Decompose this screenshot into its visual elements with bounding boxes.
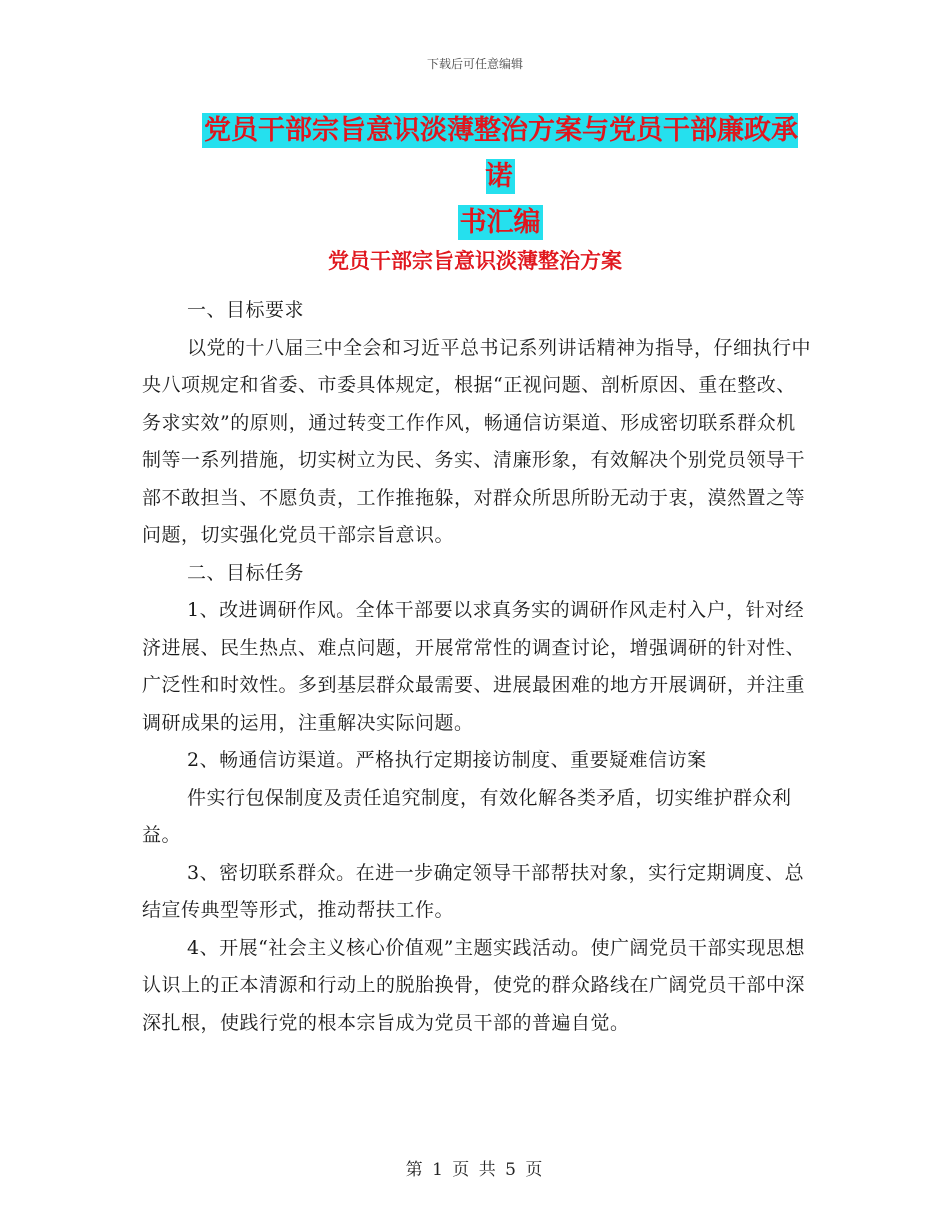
paragraph-task-2: 2、畅通信访渠道。严格执行定期接访制度、重要疑难信访案 bbox=[187, 749, 707, 771]
paragraph-task-4: 4、开展“社会主义核心价值观”主题实践活动。使广阔党员干部实现思想认识上的正本清源和行动上的脱胎换骨，使党的群众路线在广阔党员干部中深深扎根，使践行党的根本宗旨成为党员干部的普遍自觉。 bbox=[142, 936, 806, 1034]
paragraph-goal-requirements: 以党的十八届三中全会和习近平总书记系列讲话精神为指导，仔细执行中央八项规定和省委、市委具体规定，根据“正视问题、剖析原因、重在整改、务求实效”的原则，通过转变工作作风，畅通信访渠道、形成密切联系群众机制等一系列措施，切实树立为民、务实、清廉形象，有效解决个别党员领导干部不敢担当、不愿负责，工作推拖躲，对群众所思所盼无动于衷，漠然置之等问题，切实强化党员干部宗旨意识。 bbox=[142, 336, 812, 546]
heading-goal-requirements: 一、目标要求 bbox=[187, 299, 305, 321]
document-title bbox=[190, 108, 810, 246]
document-body bbox=[142, 292, 812, 1042]
paragraph-task-3: 3、密切联系群众。在进一步确定领导干部帮扶对象，实行定期调度、总结宣传典型等形式，推动帮扶工作。 bbox=[142, 861, 805, 921]
document-title-line-1: 党员干部宗旨意识淡薄整治方案与党员干部廉政承诺 bbox=[204, 115, 798, 192]
document-title-line-2: 书汇编 bbox=[459, 207, 541, 238]
page-indicator: 第 1 页 共 5 页 bbox=[405, 1160, 545, 1180]
section-title: 党员干部宗旨意识淡薄整治方案 bbox=[328, 249, 622, 273]
heading-goal-tasks: 二、目标任务 bbox=[187, 561, 305, 584]
header-note: 下载后可任意编辑 bbox=[426, 57, 523, 71]
paragraph-task-2-continued: 件实行包保制度及责任追究制度，有效化解各类矛盾，切实维护群众利益。 bbox=[142, 786, 792, 846]
paragraph-task-1: 1、改进调研作风。全体干部要以求真务实的调研作风走村入户，针对经济进展、民生热点、难点问题，开展常常性的调查讨论，增强调研的针对性、广泛性和时效性。多到基层群众最需要、进展最困难的地方开展调研，并注重调研成果的运用，注重解决实际问题。 bbox=[142, 599, 806, 734]
